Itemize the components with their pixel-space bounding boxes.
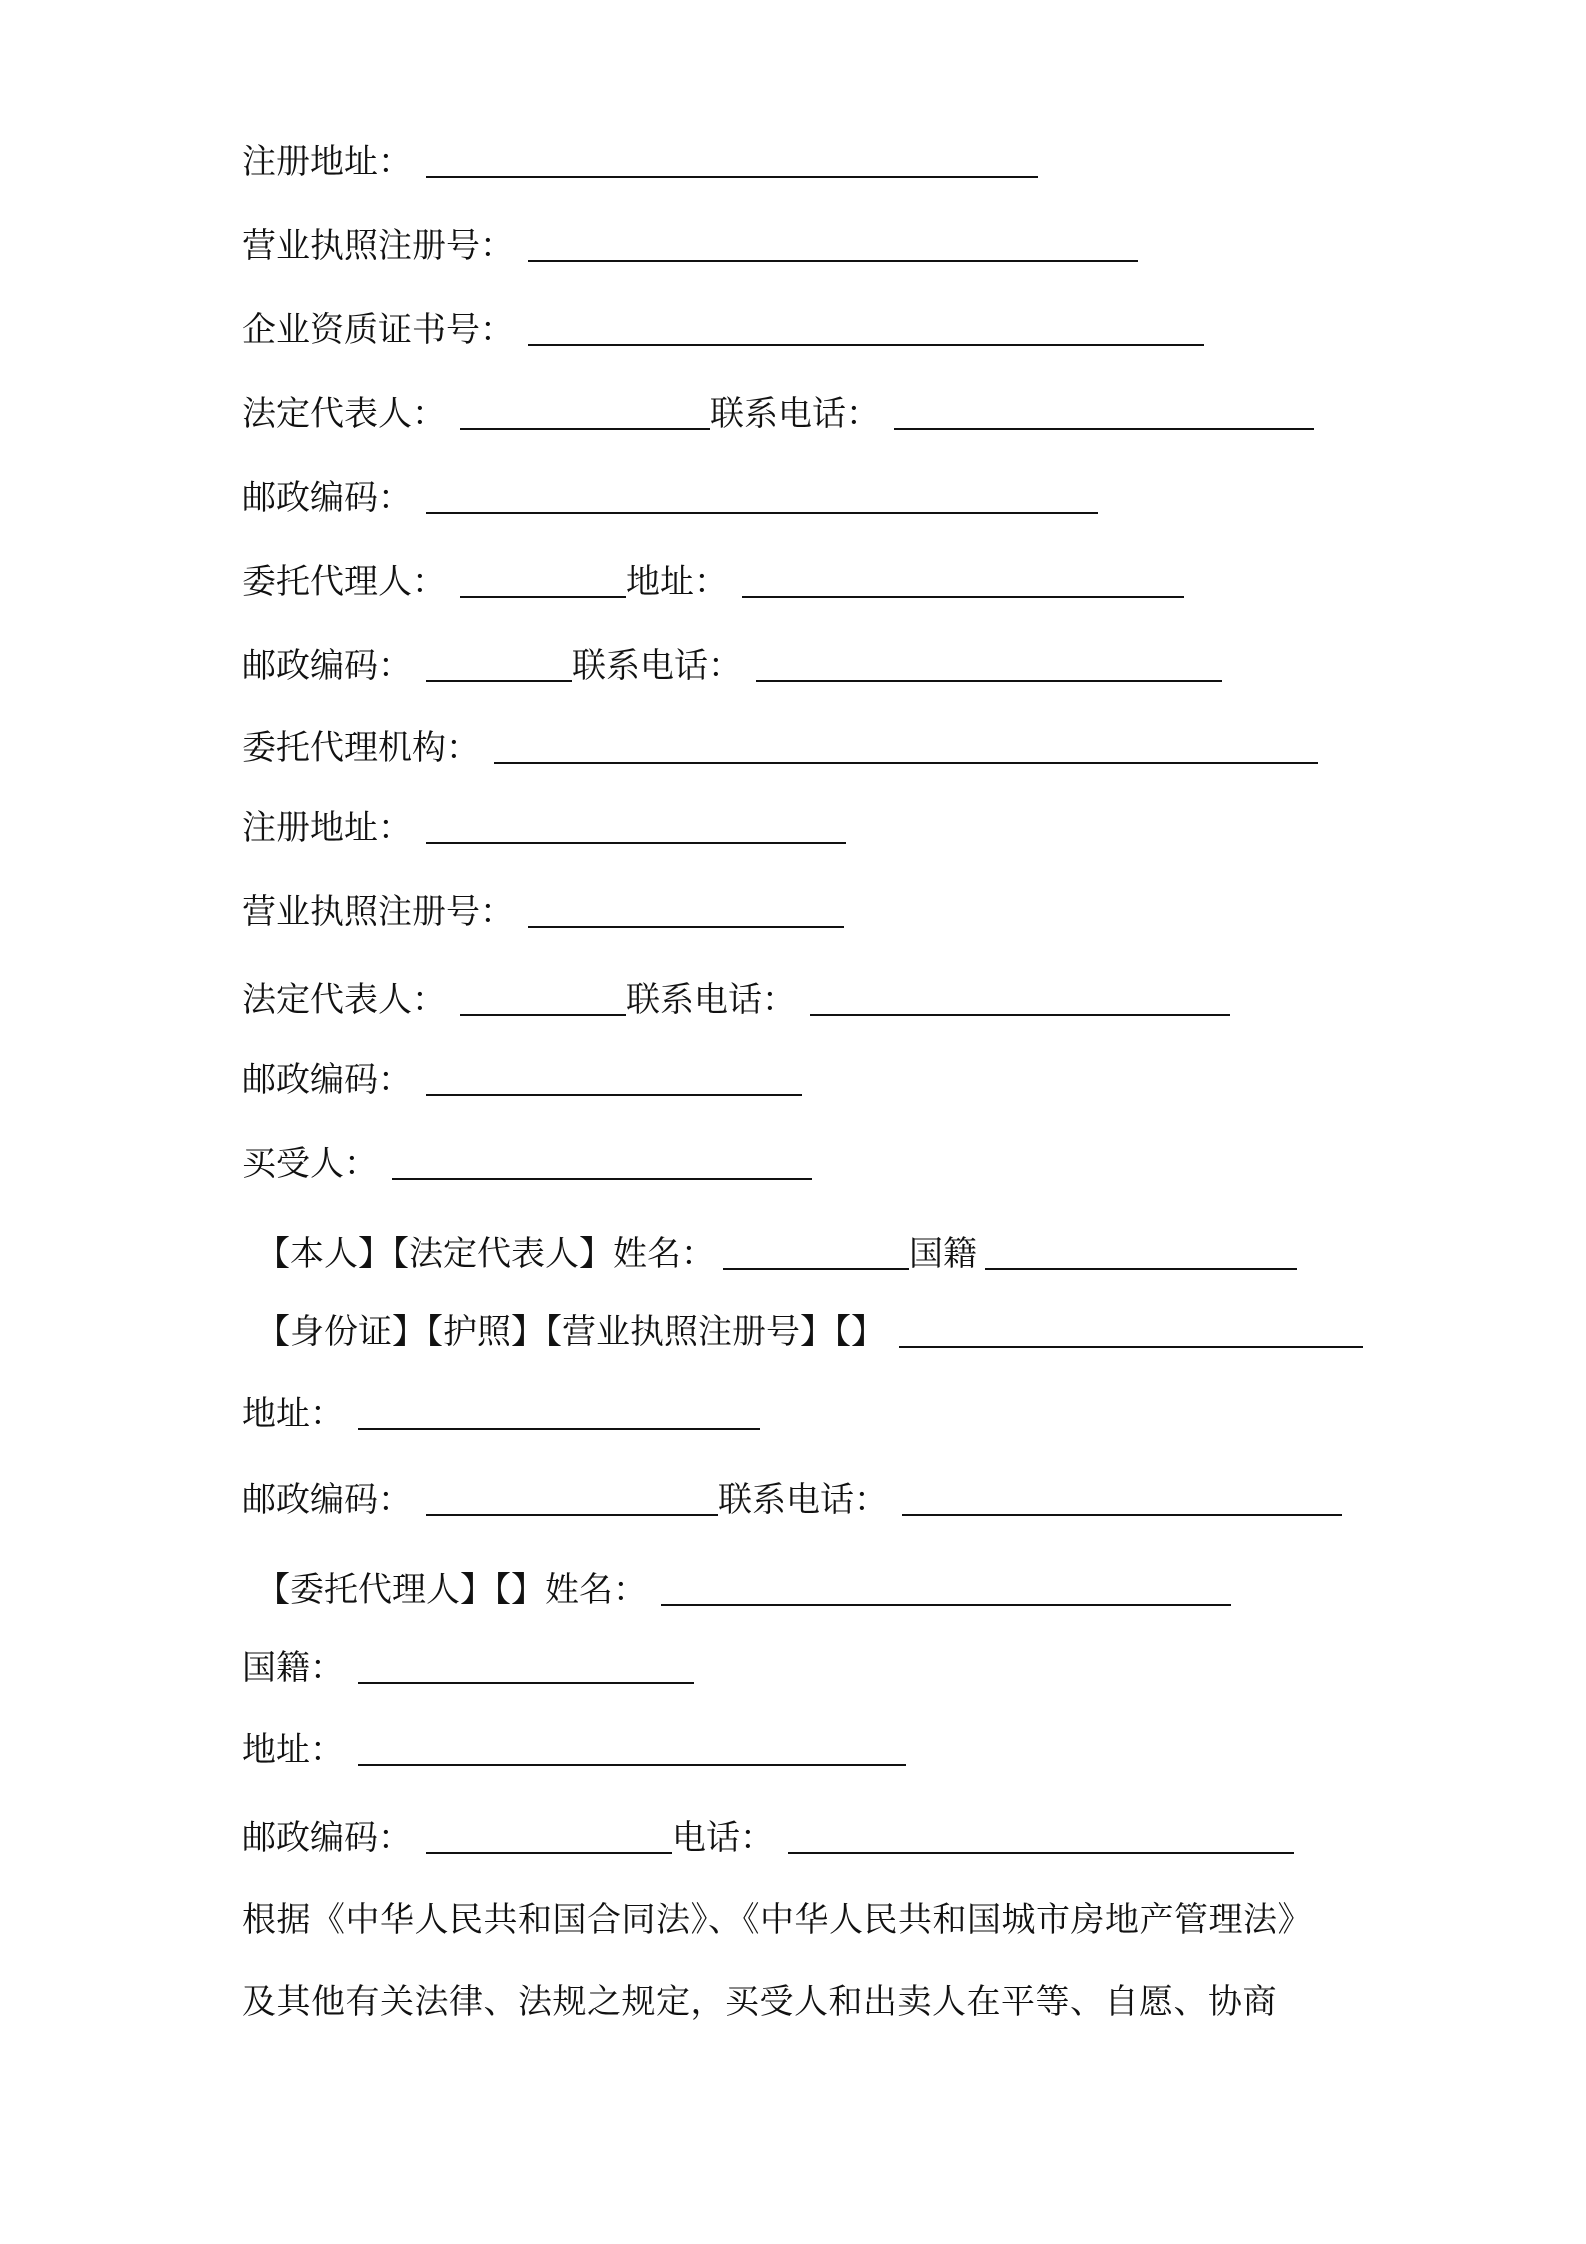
buyer-name-label: 【本人】【法定代表人】姓名： bbox=[256, 1234, 715, 1274]
buyer-field[interactable] bbox=[392, 1150, 812, 1180]
phone-field[interactable] bbox=[894, 400, 1314, 430]
agent-row bbox=[242, 562, 1184, 602]
business-license-field[interactable] bbox=[528, 232, 1138, 262]
legal-rep-field[interactable] bbox=[460, 986, 626, 1016]
address-label: 地址： bbox=[626, 562, 728, 602]
id-type-label: 【身份证】【护照】【营业执照注册号】【】 bbox=[256, 1312, 885, 1352]
phone-field[interactable] bbox=[756, 652, 1222, 682]
legal-rep-row bbox=[242, 394, 1314, 434]
agency-legal-rep-row bbox=[242, 980, 1230, 1020]
phone-label: 联系电话： bbox=[718, 1480, 888, 1520]
agency-field[interactable] bbox=[494, 734, 1318, 764]
postal-code-field[interactable] bbox=[426, 1486, 718, 1516]
address-field[interactable] bbox=[742, 568, 1184, 598]
legal-rep-label: 法定代表人： bbox=[242, 980, 446, 1020]
body-paragraph-line-1: 根据《中华人民共和国合同法》、《中华人民共和国城市房地产管理法》 bbox=[242, 1900, 1312, 1940]
address-field[interactable] bbox=[358, 1400, 760, 1430]
buyer-agent-label: 【委托代理人】【】姓名： bbox=[256, 1570, 647, 1610]
postal-code-label: 邮政编码： bbox=[242, 1060, 412, 1100]
address-label: 地址： bbox=[242, 1394, 344, 1434]
nationality-label: 国籍 bbox=[909, 1234, 977, 1274]
postal-code-row bbox=[242, 478, 1098, 518]
address-label: 地址： bbox=[242, 1730, 344, 1770]
nationality-field[interactable] bbox=[358, 1654, 694, 1684]
phone-label: 联系电话： bbox=[572, 646, 742, 686]
business-license-label: 营业执照注册号： bbox=[242, 892, 514, 932]
postal-code-label: 邮政编码： bbox=[242, 478, 412, 518]
buyer-label: 买受人： bbox=[242, 1144, 378, 1184]
postal-code-field[interactable] bbox=[426, 1824, 672, 1854]
agent-label: 委托代理人： bbox=[242, 562, 446, 602]
qualification-cert-label: 企业资质证书号： bbox=[242, 310, 514, 350]
postal-code-field[interactable] bbox=[426, 652, 572, 682]
agent-field[interactable] bbox=[460, 568, 626, 598]
phone-label: 联系电话： bbox=[710, 394, 880, 434]
postal-code-label: 邮政编码： bbox=[242, 1818, 412, 1858]
postal-code-field[interactable] bbox=[426, 1066, 802, 1096]
legal-rep-field[interactable] bbox=[460, 400, 710, 430]
address-field[interactable] bbox=[358, 1736, 906, 1766]
agency-license-row bbox=[242, 892, 844, 932]
business-license-label: 营业执照注册号： bbox=[242, 226, 514, 266]
business-license-field[interactable] bbox=[528, 898, 844, 928]
business-license-row bbox=[242, 226, 1138, 266]
phone-label: 电话： bbox=[672, 1818, 774, 1858]
agent-nationality-row bbox=[242, 1648, 694, 1688]
phone-field[interactable] bbox=[902, 1486, 1342, 1516]
body-paragraph-line-2: 及其他有关法律、法规之规定，买受人和出卖人在平等、自愿、协商 bbox=[242, 1982, 1277, 2022]
registered-address-label: 注册地址： bbox=[242, 142, 412, 182]
qualification-cert-field[interactable] bbox=[528, 316, 1204, 346]
agency-label: 委托代理机构： bbox=[242, 728, 480, 768]
postal-code-label: 邮政编码： bbox=[242, 646, 412, 686]
buyer-agent-field[interactable] bbox=[661, 1576, 1231, 1606]
agency-address-row bbox=[242, 808, 846, 848]
registered-address-field[interactable] bbox=[426, 148, 1038, 178]
buyer-name-row bbox=[256, 1234, 1297, 1274]
agency-postal-row bbox=[242, 1060, 802, 1100]
registered-address-label: 注册地址： bbox=[242, 808, 412, 848]
nationality-field[interactable] bbox=[985, 1240, 1297, 1270]
buyer-row bbox=[242, 1144, 812, 1184]
phone-field[interactable] bbox=[788, 1824, 1294, 1854]
id-type-row bbox=[256, 1312, 1363, 1352]
qualification-cert-row bbox=[242, 310, 1204, 350]
buyer-address-row bbox=[242, 1394, 760, 1434]
agent-postal-row bbox=[242, 1818, 1294, 1858]
agency-row bbox=[242, 728, 1318, 768]
id-number-field[interactable] bbox=[899, 1318, 1363, 1348]
nationality-label: 国籍： bbox=[242, 1648, 344, 1688]
phone-label: 联系电话： bbox=[626, 980, 796, 1020]
agent-postal-row bbox=[242, 646, 1222, 686]
buyer-agent-row bbox=[256, 1570, 1231, 1610]
agent-address-row bbox=[242, 1730, 906, 1770]
buyer-postal-row bbox=[242, 1480, 1342, 1520]
registered-address-field[interactable] bbox=[426, 814, 846, 844]
postal-code-field[interactable] bbox=[426, 484, 1098, 514]
phone-field[interactable] bbox=[810, 986, 1230, 1016]
postal-code-label: 邮政编码： bbox=[242, 1480, 412, 1520]
seller-registered-address-row bbox=[242, 142, 1038, 182]
buyer-name-field[interactable] bbox=[723, 1240, 909, 1270]
legal-rep-label: 法定代表人： bbox=[242, 394, 446, 434]
